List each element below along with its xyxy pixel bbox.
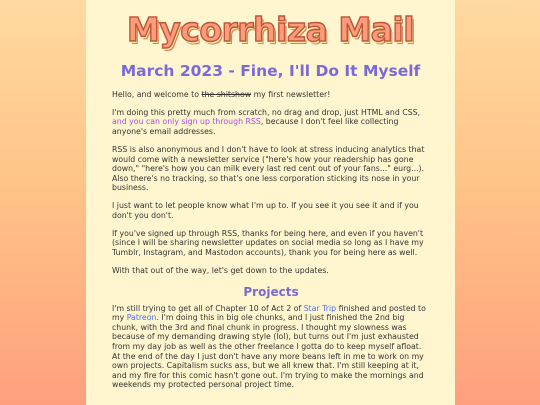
- intro-paragraph-3: RSS is also anonymous and I don't have to look at stress inducing analytics that would come with a newsletter service ("here's how your readership has gone down," "here's how you can milk every last red cent out of your fans..." eurg...). Also there's no tracking, so that's one less corporation sticking its nose in your business.: [112, 144, 425, 193]
- intro-text: , because I don't feel like collecting anyone's email addresses.: [112, 117, 399, 137]
- patreon-link[interactable]: Patreon: [126, 313, 157, 323]
- intro-paragraph-2: [112, 108, 430, 137]
- section-heading-projects: Projects: [243, 284, 299, 299]
- intro-text: Hello, and welcome to: [112, 90, 202, 99]
- intro-text: my first newsletter!: [251, 90, 331, 99]
- star-trip-link[interactable]: Star Trip: [303, 303, 337, 313]
- page-title: March 2023 - Fine, I'll Do It Myself: [120, 62, 421, 80]
- site-logo[interactable]: Mycorrhiza Mail: [126, 10, 415, 49]
- projects-text: . I'm doing this in big ole chunks, and I just finished the 2nd big chunk, with the 3rd and final chunk in progress. I thought my slowness was because of my demanding drawing style (lol), but turns out I'm just exhausted from my day job as well as the other freelance I gotta do to keep myself afloat. At the end of the day I just don't have any more beans left in me to work on my own projects. Capitalism sucks ass, but we all knew that. I'm still keeping at it, and my fire for this comic hasn't gone out. I'm trying to make the mornings and weekends my protected personal project time.: [112, 313, 424, 390]
- struck-text: the shitshow: [201, 90, 252, 99]
- intro-paragraph-6: With that out of the way, let's get down to the updates.: [112, 265, 329, 275]
- projects-text: I'm still trying to get all of Chapter 10 of Act 2 of: [112, 303, 304, 313]
- projects-paragraph-1: [112, 304, 430, 390]
- rss-signup-link[interactable]: and you can only sign up through RSS: [112, 117, 261, 127]
- intro-paragraph-1: [112, 90, 430, 100]
- intro-paragraph-4: I just want to let people know what I'm up to. If you see it you see it and if you don't you don't.: [112, 201, 419, 220]
- intro-paragraph-5: If you've signed up through RSS, thanks for being here, and even if you haven't (since I will be sharing newsletter updates on social media so long as I have my Tumblr, Instagram, and Mastodon accounts), thank you for being here as well.: [112, 228, 424, 257]
- projects-text: finished and posted to my: [112, 303, 426, 323]
- newsletter-page: [86, 0, 455, 405]
- intro-text: I'm doing this pretty much from scratch, no drag and drop, just HTML and CSS,: [112, 107, 421, 117]
- article-body: [86, 90, 455, 390]
